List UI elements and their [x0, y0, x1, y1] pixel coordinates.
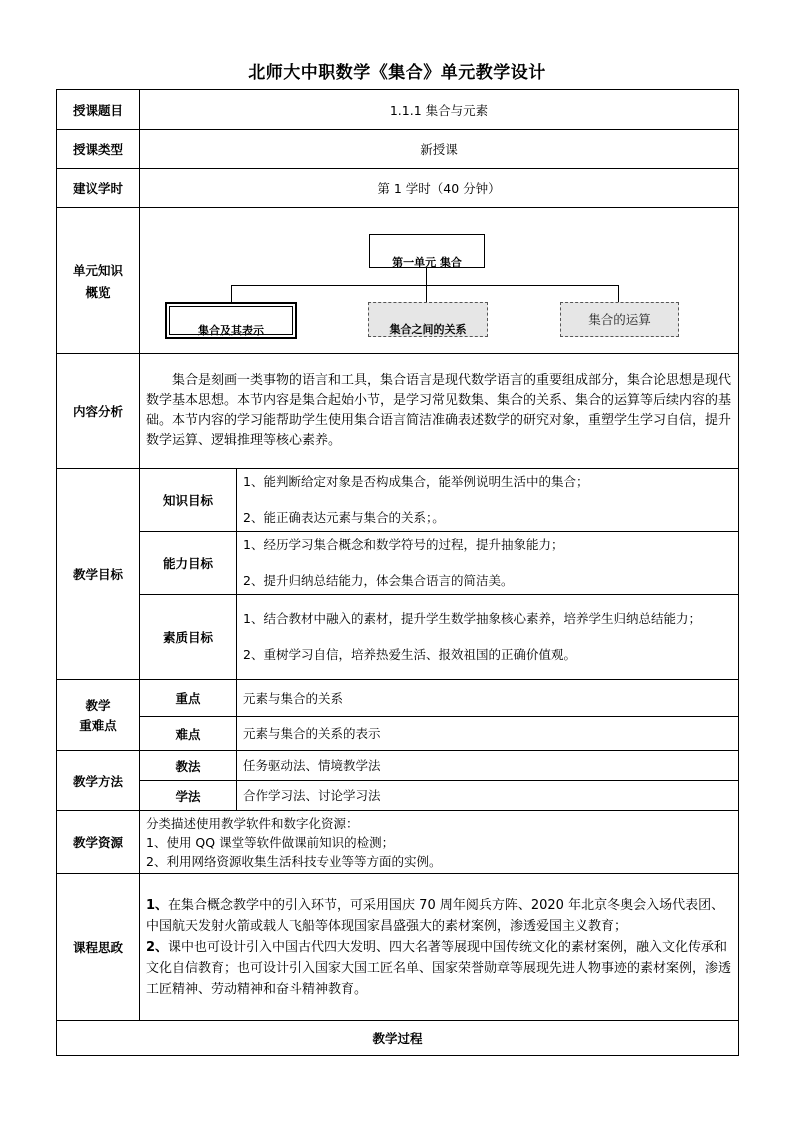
row-goal-knowledge: [57, 469, 739, 532]
goals-label: 教学目标: [57, 469, 140, 680]
type-label: 授课类型: [57, 130, 140, 169]
keypoints-label: [57, 680, 140, 751]
row-difficulty: [57, 717, 739, 751]
key-point-label: 重点: [140, 680, 237, 717]
ability-goal-label: 能力目标: [140, 532, 237, 595]
row-ideology: [57, 874, 739, 1021]
ability-goal-item-1: 1、经历学习集合概念和数学符号的过程，提升抽象能力；: [243, 537, 564, 552]
row-resources: [57, 811, 739, 874]
quality-goal-item-2: 2、重树学习自信，培养热爱生活、报效祖国的正确价值观。: [243, 647, 576, 662]
knowledge-goal-item-2: 2、能正确表达元素与集合的关系；。: [243, 510, 445, 525]
ideology-p2-number: 2、: [146, 939, 169, 955]
row-topic: [57, 90, 739, 130]
learn-method-value: 合作学习法、讨论学习法: [237, 781, 739, 811]
quality-goal-label: 素质目标: [140, 595, 237, 680]
row-goal-ability: [57, 532, 739, 595]
topic-label: 授课题目: [57, 90, 140, 130]
resources-content: [140, 811, 739, 874]
diagram-connector-left: [231, 285, 232, 302]
overview-diagram-cell: [140, 208, 739, 354]
teach-method-value: 任务驱动法、情境教学法: [237, 751, 739, 781]
resources-line-3: 2、利用网络资源收集生活科技专业等等方面的实例。: [146, 853, 442, 869]
diagram-connector-root: [426, 267, 427, 285]
ideology-p1-text: 在集合概念教学中的引入环节，可采用国庆 70 周年阅兵方阵、2020 年北京冬奥会入场代表团、中国航天发射火箭或载人飞船等体现国家昌盛强大的素材案例，渗透爱国主义教育；: [146, 897, 725, 934]
row-hours: [57, 169, 739, 208]
type-value: 新授课: [140, 130, 739, 169]
overview-label-line2: 概览: [85, 284, 111, 300]
row-process: [57, 1021, 739, 1056]
teach-method-label: 教法: [140, 751, 237, 781]
diagram-child-2: 集合之间的关系: [368, 302, 488, 337]
diagram-connector-middle: [426, 285, 427, 302]
knowledge-diagram: [140, 209, 738, 353]
knowledge-goal-label: 知识目标: [140, 469, 237, 532]
diagram-root: 第一单元 集合: [369, 234, 485, 268]
hours-label: 建议学时: [57, 169, 140, 208]
resources-label: 教学资源: [57, 811, 140, 874]
quality-goal-item-1: 1、结合教材中融入的素材，提升学生数学抽象核心素养，培养学生归纳总结能力；: [243, 611, 701, 626]
ideology-paragraph-2: [146, 937, 732, 1000]
difficult-point-value: 元素与集合的关系的表示: [237, 717, 739, 751]
row-goal-quality: [57, 595, 739, 680]
ideology-p2-text: 课中也可设计引入中国古代四大发明、四大名著等展现中国传统文化的素材案例，融入文化传承和文化自信教育；也可设计引入国家大国工匠名单、国家荣誉勋章等展现先进人物事迹的素材案例，渗透工匠精神、劳动精神和奋斗精神教育。: [146, 939, 732, 997]
ability-goal-item-2: 2、提升归纳总结能力，体会集合语言的简洁美。: [243, 573, 514, 588]
row-overview: [57, 208, 739, 354]
ability-goal-content: [237, 532, 739, 595]
ideology-content: [140, 874, 739, 1021]
ideology-paragraph-1: [146, 895, 732, 937]
keypoints-label-line1: 教学: [85, 698, 111, 713]
overview-label-line1: 单元知识: [72, 262, 123, 278]
row-analysis: [57, 354, 739, 469]
hours-value: 第 1 学时（40 分钟）: [140, 169, 739, 208]
methods-label: 教学方法: [57, 751, 140, 811]
diagram-child-3: 集合的运算: [560, 302, 679, 337]
knowledge-goal-content: [237, 469, 739, 532]
row-type: [57, 130, 739, 169]
diagram-connector-right: [618, 285, 619, 302]
quality-goal-content: [237, 595, 739, 680]
key-point-value: 元素与集合的关系: [237, 680, 739, 717]
keypoints-label-line2: 重难点: [79, 718, 117, 733]
topic-value: 1.1.1 集合与元素: [140, 90, 739, 130]
resources-line-2: 1、使用 QQ 课堂等软件做课前知识的检测；: [146, 834, 395, 850]
process-heading: 教学过程: [57, 1021, 739, 1056]
row-method-learn: [57, 781, 739, 811]
row-method-teach: [57, 751, 739, 781]
diagram-child-1: 集合及其表示: [165, 302, 297, 339]
knowledge-goal-item-1: 1、能判断给定对象是否构成集合，能举例说明生活中的集合；: [243, 474, 589, 489]
analysis-label: 内容分析: [57, 354, 140, 469]
lesson-plan-table: [56, 89, 739, 1056]
page-title: 北师大中职数学《集合》单元教学设计: [248, 63, 546, 83]
ideology-label: 课程思政: [57, 874, 140, 1021]
difficult-point-label: 难点: [140, 717, 237, 751]
row-keypoint: [57, 680, 739, 717]
ideology-p1-number: 1、: [146, 897, 169, 913]
resources-line-1: 分类描述使用教学软件和数字化资源：: [146, 815, 359, 831]
analysis-text: 集合是刻画一类事物的语言和工具，集合语言是现代数学语言的重要组成部分，集合论思想是现代数学基本思想。本节内容是集合起始小节，是学习常见数集、集合的关系、集合的运算等后续内容的基础。本节内容的学习能帮助学生使用集合语言简洁准确表述数学的研究对象，重塑学生学习自信，提升数学运算、逻辑推理等核心素养。: [140, 354, 739, 469]
learn-method-label: 学法: [140, 781, 237, 811]
diagram-connector-horizontal: [231, 285, 618, 286]
overview-label: [57, 208, 140, 354]
